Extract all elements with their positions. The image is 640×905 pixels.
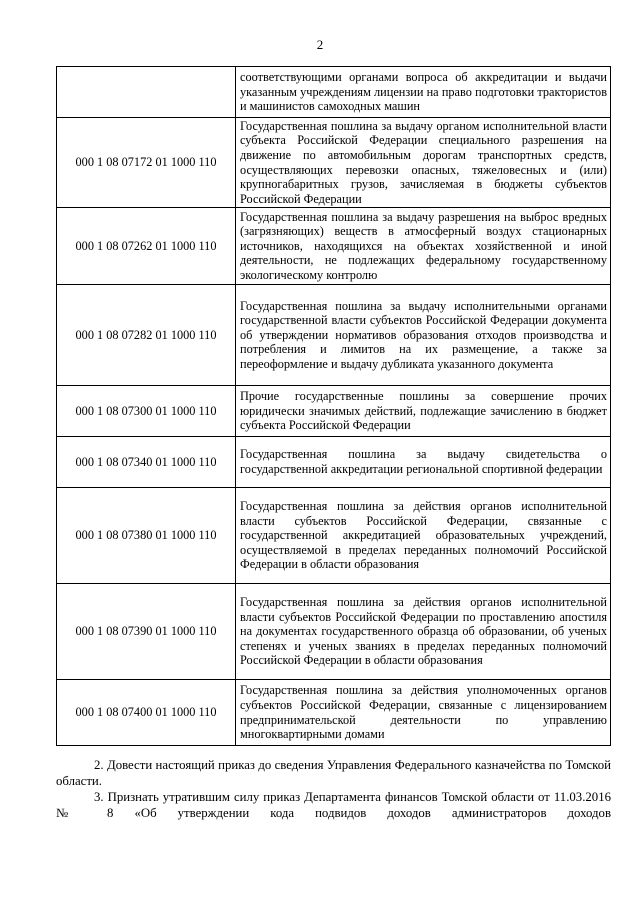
- table-row: [57, 437, 611, 488]
- income-code-cell: 000 1 08 07172 01 1000 110: [57, 118, 236, 208]
- table-row: [57, 584, 611, 680]
- income-description-cell: соответствующими органами вопроса об аккредитации и выдачи указанным учреждениям лицензии на право подготовки трактористов и машинистов самоходных машин: [236, 67, 611, 118]
- income-code-cell: 000 1 08 07300 01 1000 110: [57, 386, 236, 437]
- table-row: [57, 488, 611, 584]
- income-description-cell: Прочие государственные пошлины за совершение прочих юридически значимых действий, подлежащие зачислению в бюджет субъекта Российской Федерации: [236, 386, 611, 437]
- income-description-cell: Государственная пошлина за выдачу исполнительными органами государственной власти субъектов Российской Федерации документа об утверждении нормативов образования отходов производства и потребления и лимитов на их размещение, а также за переоформление и выдачу дубликата указанного документа: [236, 285, 611, 386]
- paragraph-item-2: 2. Довести настоящий приказ до сведения Управления Федерального казначейства по Томской области.: [56, 758, 611, 788]
- income-code-cell: 000 1 08 07340 01 1000 110: [57, 437, 236, 488]
- income-description-cell: Государственная пошлина за выдачу органом исполнительной власти субъекта Российской Федерации специального разрешения на движение по автомобильным дорогам транспортных средств, осуществляющих перевозки опасных, тяжеловесных и (или) крупногабаритных грузов, зачисляемая в бюджеты субъектов Российской Федерации: [236, 118, 611, 208]
- table-row: [57, 285, 611, 386]
- income-codes-table: [56, 66, 611, 746]
- table-row: [57, 386, 611, 437]
- income-code-cell: 000 1 08 07390 01 1000 110: [57, 584, 236, 680]
- income-description-cell: Государственная пошлина за выдачу свидетельства о государственной аккредитации региональной спортивной федерации: [236, 437, 611, 488]
- income-code-cell: 000 1 08 07380 01 1000 110: [57, 488, 236, 584]
- income-description-cell: Государственная пошлина за действия уполномоченных органов субъектов Российской Федерации, связанные с лицензированием предпринимательской деятельности по управлению многоквартирными домами: [236, 680, 611, 746]
- income-code-cell: 000 1 08 07262 01 1000 110: [57, 208, 236, 285]
- table-row: [57, 118, 611, 208]
- income-code-cell: 000 1 08 07400 01 1000 110: [57, 680, 236, 746]
- table-row: [57, 67, 611, 118]
- table-row: [57, 680, 611, 746]
- paragraph-item-3: 3. Признать утратившим силу приказ Департамента финансов Томской области от 11.03.2016 № 8 «Об утверждении кода подвидов доходов администраторов доходов: [56, 790, 611, 820]
- income-description-cell: Государственная пошлина за выдачу разрешения на выброс вредных (загрязняющих) веществ в атмосферный воздух стационарных источников, находящихся на объектах хозяйственной и иной деятельности, не подлежащих федеральному государственному экологическому контролю: [236, 208, 611, 285]
- order-paragraphs: [56, 757, 611, 821]
- income-code-cell: 000 1 08 07282 01 1000 110: [57, 285, 236, 386]
- table-row: [57, 208, 611, 285]
- income-code-cell: [57, 67, 236, 118]
- page-number: 2: [316, 37, 324, 52]
- income-description-cell: Государственная пошлина за действия органов исполнительной власти субъектов Российской Федерации, связанные с государственной аккредитацией образовательных учреждений, осуществляемой в пределах переданных полномочий Российской Федерации в области образования: [236, 488, 611, 584]
- income-description-cell: Государственная пошлина за действия органов исполнительной власти субъектов Российской Федерации по проставлению апостиля на документах государственного образца об образовании, об ученых степенях и ученых званиях в пределах переданных полномочий Российской Федерации в области образования: [236, 584, 611, 680]
